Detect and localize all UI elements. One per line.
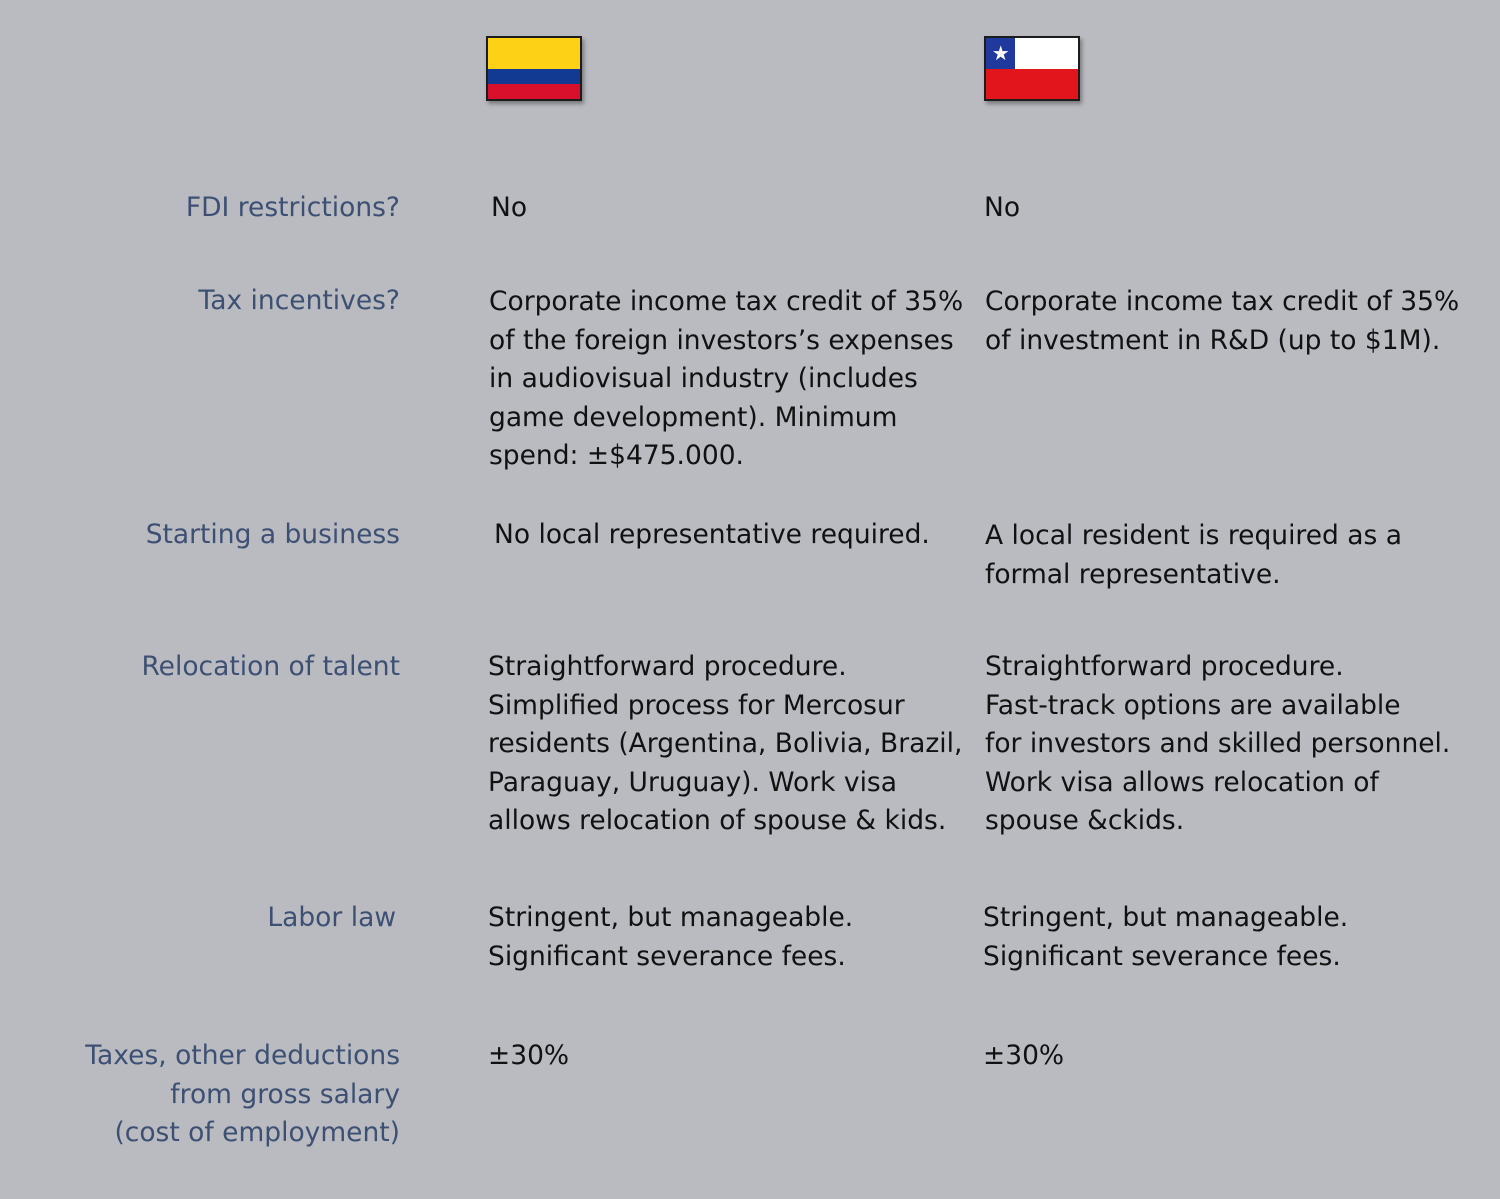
label-line: Labor law (267, 902, 396, 933)
cell-line: for investors and skilled personnel. (985, 728, 1451, 759)
label-line: (cost of employment) (114, 1117, 400, 1148)
cell-line: Simplified process for Mercosur (488, 689, 905, 721)
cell-line: Stringent, but manageable. (983, 902, 1349, 933)
cell-line: Significant severance fees. (983, 940, 1341, 972)
cell-line: game development). Minimum (489, 401, 898, 433)
starting-business-label (146, 516, 400, 555)
cell-line: allows relocation of spouse & kids. (488, 805, 947, 836)
cell-line: Work visa allows relocation of (985, 766, 1379, 798)
relocation-talent-colombia (488, 648, 962, 841)
fdi-restrictions-colombia (491, 189, 527, 228)
cell-line: spouse &ckids. (985, 805, 1185, 836)
cell-line: Straightforward procedure. (985, 651, 1344, 682)
taxes-deductions-colombia (488, 1037, 569, 1076)
label-line: FDI restrictions? (185, 192, 400, 223)
cell-line: Fast-track options are available (985, 689, 1401, 721)
label-line: Starting a business (145, 519, 400, 550)
cell-line: No local representative required. (494, 519, 930, 550)
cell-line: Straightforward procedure. (488, 651, 847, 682)
cell-line: in audiovisual industry (includes (489, 363, 918, 394)
cell-line: Stringent, but manageable. (488, 902, 854, 933)
cell-line: of the foreign investors’s expenses (489, 324, 954, 356)
tax-incentives-label (198, 282, 400, 321)
cell-line: spend: ±$475.000. (489, 440, 744, 471)
label-line: Taxes, other deductions (85, 1040, 400, 1071)
cell-line: Significant severance fees. (488, 940, 846, 972)
cell-line: of investment in R&D (up to $1M). (985, 324, 1441, 356)
cell-line: No (491, 192, 528, 223)
starting-business-chile (985, 517, 1402, 594)
colombia-flag-red-band (488, 84, 580, 99)
labor-law-label (267, 899, 396, 938)
chile-flag-star-icon: ★ (991, 41, 1010, 65)
cell-line: Corporate income tax credit of 35% (985, 286, 1460, 317)
cell-line: No (984, 192, 1021, 223)
chile-flag (984, 36, 1080, 101)
tax-incentives-chile (985, 283, 1459, 360)
labor-law-colombia (488, 899, 853, 976)
label-line: from gross salary (170, 1078, 400, 1110)
cell-line: residents (Argentina, Bolivia, Brazil, (488, 728, 963, 759)
label-line: Relocation of talent (141, 651, 400, 682)
cell-line: Paraguay, Uruguay). Work visa (488, 766, 897, 798)
cell-line: formal representative. (985, 558, 1281, 590)
labor-law-chile (983, 899, 1348, 976)
cell-line: ±30% (983, 1040, 1065, 1071)
colombia-flag-blue-band (488, 69, 580, 84)
chile-flag-red-band (986, 69, 1078, 100)
starting-business-colombia (494, 516, 930, 555)
colombia-flag-yellow-band (488, 38, 580, 69)
colombia-flag (486, 36, 582, 101)
cell-line: ±30% (488, 1040, 570, 1071)
cell-line: A local resident is required as a (985, 520, 1402, 551)
fdi-restrictions-label (186, 189, 400, 228)
relocation-talent-label (141, 648, 400, 687)
label-line: Tax incentives? (198, 285, 400, 316)
tax-incentives-colombia (489, 283, 963, 476)
taxes-deductions-label (85, 1037, 400, 1153)
cell-line: Corporate income tax credit of 35% (489, 286, 964, 317)
fdi-restrictions-chile (984, 189, 1020, 228)
taxes-deductions-chile (983, 1037, 1064, 1076)
relocation-talent-chile (985, 648, 1450, 841)
